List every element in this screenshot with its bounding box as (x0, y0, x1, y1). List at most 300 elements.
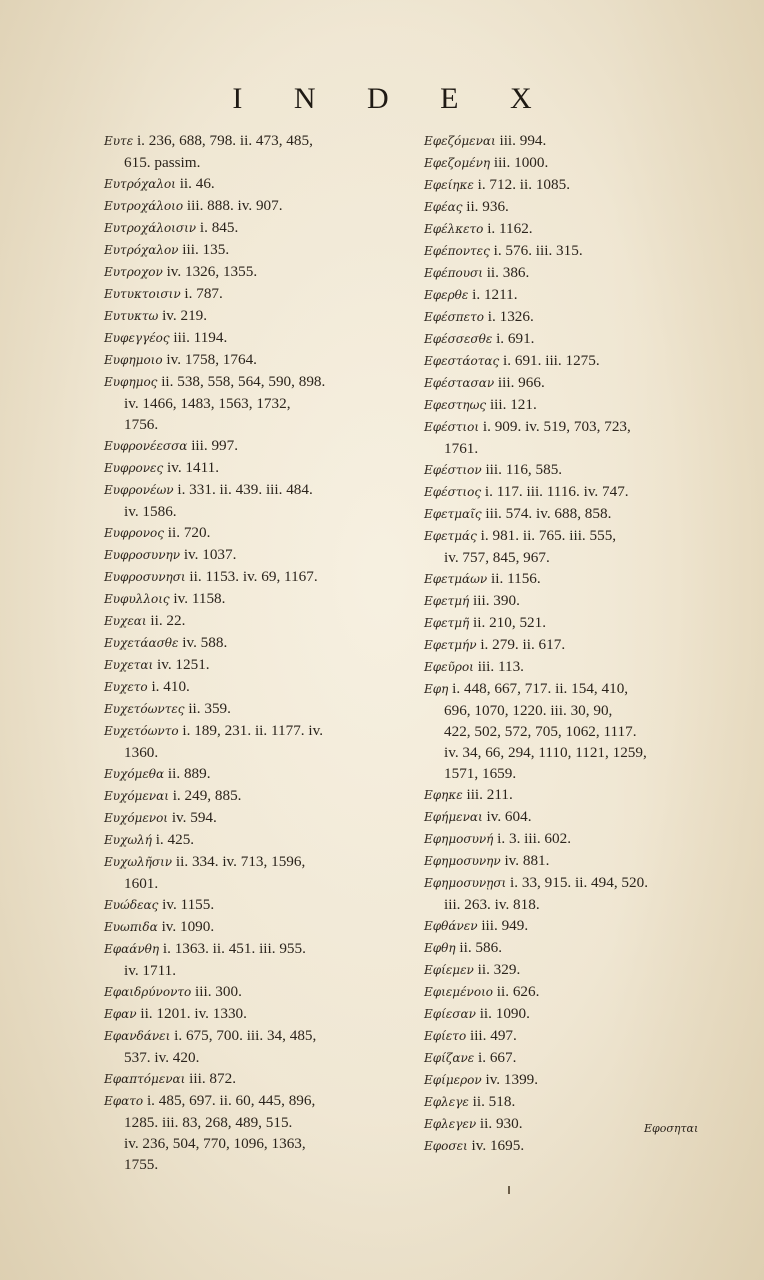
entry-headword: Εφέστιος (424, 485, 482, 499)
entry-references: i. 236, 688, 798. ii. 473, 485, (136, 132, 313, 149)
index-entry (424, 850, 724, 872)
page-title: I N D E X (232, 82, 554, 115)
entry-references: i. 667. (478, 1049, 517, 1066)
entry-references: i. 485, 697. ii. 60, 445, 896, (146, 1092, 316, 1109)
entry-line (424, 656, 724, 678)
index-entry (104, 676, 416, 698)
entry-headword: Εφεῦροι (424, 660, 474, 674)
entry-references: iv. 1695. (471, 1137, 525, 1154)
index-entry (104, 938, 416, 981)
index-entry (424, 678, 724, 784)
entry-line (104, 610, 416, 632)
index-entry (104, 916, 416, 938)
entry-references: iii. 872. (189, 1070, 236, 1087)
entry-references: 422, 502, 572, 705, 1062, 1117. (444, 723, 637, 740)
entry-continuation (104, 393, 416, 414)
entry-references: iii. 1194. (173, 329, 228, 346)
entry-references: i. 1326. (487, 308, 534, 325)
index-entry (424, 284, 724, 306)
entry-headword: Ευχόμεναι (104, 789, 169, 803)
entry-continuation (424, 438, 724, 459)
entry-references: iv. 1711. (124, 962, 177, 979)
entry-line (104, 981, 416, 1003)
entry-continuation (104, 1154, 416, 1175)
index-entry (104, 894, 416, 916)
entry-references: i. 845. (199, 219, 239, 236)
index-entry (424, 262, 724, 284)
index-entry (104, 479, 416, 522)
entry-line (424, 240, 724, 262)
entry-headword: Εφλεγε (424, 1095, 469, 1109)
entry-line (424, 850, 724, 872)
index-entry (424, 959, 724, 981)
entry-headword: Εφαπτόμεναι (104, 1072, 186, 1086)
entry-continuation (424, 763, 724, 784)
entry-references: i. 909. iv. 519, 703, 723, (482, 418, 631, 435)
entry-references: iv. 1399. (485, 1071, 539, 1088)
entry-headword: Ευώδεας (104, 898, 159, 912)
entry-references: ii. 334. iv. 713, 1596, (175, 853, 306, 870)
entry-references: iv. 881. (504, 852, 550, 869)
entry-headword: Εφεστάοτας (424, 354, 500, 368)
entry-headword: Εφίμερον (424, 1073, 482, 1087)
index-entry (424, 481, 724, 503)
entry-headword: Εφη (424, 682, 449, 696)
entry-references: ii. 359. (188, 700, 231, 717)
index-entry (424, 828, 724, 850)
entry-references: 696, 1070, 1220. iii. 30, 90, (444, 702, 613, 719)
entry-references: ii. 936. (466, 198, 509, 215)
entry-headword: Εφέπουσι (424, 266, 483, 280)
entry-continuation (104, 1047, 416, 1068)
entry-line (104, 916, 416, 938)
entry-continuation (424, 742, 724, 763)
entry-line (104, 698, 416, 720)
entry-line (424, 1135, 724, 1157)
entry-line (104, 720, 416, 742)
entry-references: iv. 757, 845, 967. (444, 549, 550, 566)
entry-line (104, 261, 416, 283)
index-entry (424, 372, 724, 394)
entry-references: iv. 1466, 1483, 1563, 1732, (124, 395, 291, 412)
entry-references: iii. 116, 585. (485, 461, 563, 478)
entry-references: ii. 46. (179, 175, 215, 192)
entry-line (424, 174, 724, 196)
entry-headword: Ευχόμενοι (104, 811, 169, 825)
index-entry (104, 1025, 416, 1068)
entry-headword: Ευτροχάλοιο (104, 199, 184, 213)
index-entry (424, 806, 724, 828)
entry-headword: Εφετμαῖς (424, 507, 482, 521)
entry-line (424, 612, 724, 634)
index-entry (424, 525, 724, 568)
entry-headword: Εφηκε (424, 788, 463, 802)
entry-continuation (104, 960, 416, 981)
entry-headword: Εφέας (424, 200, 463, 214)
entry-line (424, 394, 724, 416)
entry-references: iii. 497. (469, 1027, 517, 1044)
index-entry (424, 416, 724, 459)
entry-references: ii. 586. (459, 939, 502, 956)
entry-headword: Ευχετάασθε (104, 636, 179, 650)
entry-line (104, 1025, 416, 1047)
entry-references: ii. 626. (496, 983, 540, 1000)
entry-line (424, 828, 724, 850)
entry-references: iv. 1155. (162, 896, 215, 913)
entry-line (104, 479, 416, 501)
entry-headword: Ευτε (104, 134, 134, 148)
entry-headword: Ευχωλῆσιν (104, 855, 173, 869)
entry-references: i. 691. (496, 330, 535, 347)
index-entry (104, 807, 416, 829)
entry-headword: Ευχεται (104, 658, 154, 672)
index-entry (104, 261, 416, 283)
entry-headword: Εφίεμεν (424, 963, 474, 977)
entry-line (104, 371, 416, 393)
entry-line (104, 544, 416, 566)
entry-headword: Ευφροσυνην (104, 548, 181, 562)
entry-line (424, 1091, 724, 1113)
entry-headword: Εφθη (424, 941, 456, 955)
entry-headword: Εφλεγεν (424, 1117, 477, 1131)
entry-references: ii. 720. (167, 524, 211, 541)
entry-references: iv. 1586. (124, 503, 177, 520)
index-entry (104, 785, 416, 807)
entry-headword: Εφείηκε (424, 178, 474, 192)
entry-headword: Ευφρονέων (104, 483, 174, 497)
entry-references: ii. 930. (479, 1115, 523, 1132)
entry-continuation (424, 547, 724, 568)
catchword: Εφοσηται (644, 1122, 699, 1135)
entry-references: iv. 1326, 1355. (166, 263, 258, 280)
index-entry (424, 937, 724, 959)
entry-line (424, 328, 724, 350)
entry-headword: Ευφημοιο (104, 353, 163, 367)
entry-line (424, 915, 724, 937)
entry-references: 1360. (124, 744, 159, 761)
entry-headword: Ευφεγγέος (104, 331, 170, 345)
entry-references: i. 448, 667, 717. ii. 154, 410, (452, 680, 629, 697)
entry-headword: Ευφυλλοις (104, 592, 170, 606)
index-entry (424, 1135, 724, 1157)
entry-line (104, 829, 416, 851)
entry-line (424, 284, 724, 306)
entry-line (424, 1003, 724, 1025)
entry-headword: Εφέποντες (424, 244, 490, 258)
entry-line (424, 806, 724, 828)
entry-references: iv. 1158. (173, 590, 226, 607)
entry-headword: Ευφρονος (104, 526, 164, 540)
entry-line (104, 676, 416, 698)
index-entry (104, 130, 416, 173)
entry-line (424, 872, 724, 894)
entry-references: i. 279. ii. 617. (480, 636, 566, 653)
entry-references: 1571, 1659. (444, 765, 517, 782)
index-entry (424, 394, 724, 416)
entry-line (424, 218, 724, 240)
index-entry (424, 981, 724, 1003)
entry-line (424, 481, 724, 503)
entry-line (104, 654, 416, 676)
entry-headword: Ευχωλή (104, 833, 152, 847)
entry-references: ii. 1201. iv. 1330. (140, 1005, 247, 1022)
entry-headword: Εφθάνεν (424, 919, 478, 933)
entry-headword: Εφετμάς (424, 529, 477, 543)
entry-references: iii. 121. (489, 396, 537, 413)
index-entry (104, 632, 416, 654)
index-entry (424, 1069, 724, 1091)
index-entry (104, 217, 416, 239)
index-entry (104, 654, 416, 676)
index-entry (104, 698, 416, 720)
entry-line (424, 262, 724, 284)
entry-line (104, 283, 416, 305)
entry-references: i. 425. (155, 831, 195, 848)
entry-references: i. 712. ii. 1085. (477, 176, 571, 193)
entry-references: iv. 1758, 1764. (166, 351, 257, 368)
entry-references: ii. 1153. iv. 69, 1167. (189, 568, 318, 585)
entry-line (104, 305, 416, 327)
index-entry (104, 349, 416, 371)
entry-line (424, 350, 724, 372)
index-entry (104, 195, 416, 217)
index-entry (104, 173, 416, 195)
entry-line (424, 196, 724, 218)
entry-references: i. 981. ii. 765. iii. 555, (480, 527, 617, 544)
index-entry (104, 829, 416, 851)
entry-headword: Εφανδάνει (104, 1029, 171, 1043)
entry-headword: Ευτυκτοισιν (104, 287, 181, 301)
entry-headword: Εφερθε (424, 288, 469, 302)
entry-references: iii. 390. (473, 592, 520, 609)
entry-headword: Εφέστιοι (424, 420, 480, 434)
index-entry (104, 327, 416, 349)
index-entry (104, 544, 416, 566)
entry-references: iii. 113. (477, 658, 524, 675)
entry-references: 537. iv. 420. (124, 1049, 200, 1066)
entry-continuation (104, 152, 416, 173)
entry-headword: Εφίζανε (424, 1051, 475, 1065)
entry-headword: Εφετμῆ (424, 616, 470, 630)
entry-headword: Ευτυκτω (104, 309, 159, 323)
index-entry (104, 763, 416, 785)
index-entry (424, 240, 724, 262)
index-entry (424, 459, 724, 481)
index-entry (424, 568, 724, 590)
entry-references: iii. 300. (195, 983, 242, 1000)
entry-references: iii. 263. iv. 818. (444, 896, 540, 913)
entry-references: iv. 594. (171, 809, 217, 826)
entry-line (424, 590, 724, 612)
entry-line (424, 568, 724, 590)
entry-references: iv. 219. (162, 307, 208, 324)
entry-references: i. 675, 700. iii. 34, 485, (174, 1027, 317, 1044)
entry-references: iii. 888. iv. 907. (186, 197, 283, 214)
entry-line (424, 306, 724, 328)
entry-continuation (104, 742, 416, 763)
entry-line (424, 372, 724, 394)
entry-references: i. 117. iii. 1116. iv. 747. (484, 483, 629, 500)
entry-headword: Εφήμεναι (424, 810, 483, 824)
entry-continuation (104, 873, 416, 894)
entry-references: iii. 574. iv. 688, 858. (485, 505, 612, 522)
entry-line (104, 785, 416, 807)
entry-line (424, 937, 724, 959)
index-entry (424, 612, 724, 634)
entry-line (104, 1003, 416, 1025)
entry-headword: Εφοσει (424, 1139, 468, 1153)
entry-headword: Εφέστασαν (424, 376, 495, 390)
entry-line (424, 634, 724, 656)
index-entry (424, 350, 724, 372)
entry-references: 1755. (124, 1156, 159, 1173)
entry-headword: Εφαν (104, 1007, 137, 1021)
index-entry (104, 588, 416, 610)
index-entry (424, 915, 724, 937)
entry-references: ii. 22. (150, 612, 186, 629)
entry-headword: Ευτρόχαλον (104, 243, 179, 257)
entry-references: i. 33, 915. ii. 494, 520. (510, 874, 649, 891)
entry-line (104, 217, 416, 239)
entry-line (104, 588, 416, 610)
entry-references: iv. 1411. (167, 459, 220, 476)
entry-line (104, 632, 416, 654)
entry-line (424, 784, 724, 806)
entry-references: i. 331. ii. 439. iii. 484. (177, 481, 313, 498)
entry-references: i. 1211. (472, 286, 518, 303)
entry-line (104, 938, 416, 960)
entry-line (424, 459, 724, 481)
entry-headword: Εφημοσυνή (424, 832, 494, 846)
entry-references: iv. 1251. (157, 656, 210, 673)
entry-line (104, 566, 416, 588)
entry-line (104, 195, 416, 217)
entry-line (424, 1069, 724, 1091)
entry-line (104, 1068, 416, 1090)
index-column-right (424, 130, 724, 1157)
entry-line (424, 678, 724, 700)
index-entry (424, 1047, 724, 1069)
entry-references: ii. 1156. (491, 570, 541, 587)
entry-references: 1756. (124, 416, 159, 433)
entry-line (104, 349, 416, 371)
entry-line (104, 239, 416, 261)
index-entry (424, 656, 724, 678)
entry-line (104, 522, 416, 544)
entry-continuation (104, 501, 416, 522)
entry-references: ii. 329. (477, 961, 521, 978)
index-entry (104, 1003, 416, 1025)
entry-headword: Εφιεμένοιο (424, 985, 493, 999)
entry-line (104, 435, 416, 457)
entry-headword: Εφαιδρύνοντο (104, 985, 192, 999)
entry-line (104, 807, 416, 829)
index-entry (104, 851, 416, 894)
entry-headword: Εφημοσυνην (424, 854, 501, 868)
entry-references: i. 787. (184, 285, 223, 302)
index-entry (424, 634, 724, 656)
index-entry (104, 981, 416, 1003)
entry-references: iii. 994. (499, 132, 547, 149)
entry-references: ii. 518. (472, 1093, 516, 1110)
entry-references: iii. 966. (497, 374, 545, 391)
entry-headword: Ευχόμεθα (104, 767, 165, 781)
index-entry (104, 457, 416, 479)
entry-headword: Ευφημος (104, 375, 158, 389)
entry-line (424, 525, 724, 547)
entry-references: 615. passim. (124, 154, 201, 171)
entry-line (424, 416, 724, 438)
entry-references: iii. 997. (191, 437, 239, 454)
entry-line (104, 327, 416, 349)
index-entry (424, 174, 724, 196)
entry-continuation (104, 1133, 416, 1154)
entry-line (424, 959, 724, 981)
entry-headword: Εφέσσεσθε (424, 332, 493, 346)
index-entry (104, 283, 416, 305)
entry-references: i. 410. (151, 678, 190, 695)
entry-line (104, 457, 416, 479)
entry-headword: Ευχετόωντο (104, 724, 179, 738)
index-entry (104, 610, 416, 632)
entry-references: iii. 1000. (493, 154, 549, 171)
entry-headword: Ευχετο (104, 680, 148, 694)
index-entry (104, 566, 416, 588)
index-entry (104, 435, 416, 457)
entry-line (104, 851, 416, 873)
entry-headword: Εφεζομένη (424, 156, 491, 170)
entry-headword: Εφετμή (424, 594, 470, 608)
index-entry (424, 196, 724, 218)
index-entry (424, 218, 724, 240)
index-entry (104, 1090, 416, 1175)
index-entry (424, 152, 724, 174)
entry-references: 1761. (444, 440, 479, 457)
index-entry (424, 1025, 724, 1047)
entry-headword: Ευτρόχαλοι (104, 177, 176, 191)
index-entry (424, 872, 724, 915)
entry-continuation (104, 414, 416, 435)
entry-references: iv. 1090. (161, 918, 215, 935)
entry-headword: Ευφρονες (104, 461, 164, 475)
entry-continuation (424, 700, 724, 721)
page-mark (508, 1186, 510, 1194)
entry-line (424, 503, 724, 525)
entry-references: 1601. (124, 875, 159, 892)
entry-references: iii. 949. (481, 917, 529, 934)
entry-line (424, 1025, 724, 1047)
entry-headword: Εφετμάων (424, 572, 488, 586)
entry-continuation (424, 894, 724, 915)
entry-line (424, 130, 724, 152)
entry-headword: Εφέστιον (424, 463, 482, 477)
entry-headword: Εφίετο (424, 1029, 467, 1043)
entry-line (104, 1090, 416, 1112)
entry-line (104, 130, 416, 152)
entry-headword: Ευφροσυνησι (104, 570, 186, 584)
entry-references: iv. 236, 504, 770, 1096, 1363, (124, 1135, 306, 1152)
entry-references: ii. 210, 521. (473, 614, 547, 631)
index-entry (104, 720, 416, 763)
entry-references: ii. 538, 558, 564, 590, 898. (161, 373, 326, 390)
index-entry (104, 305, 416, 327)
entry-line (104, 763, 416, 785)
index-entry (424, 130, 724, 152)
entry-headword: Εφαάνθη (104, 942, 160, 956)
index-entry (424, 306, 724, 328)
entry-references: i. 1363. ii. 451. iii. 955. (162, 940, 306, 957)
entry-headword: Εφεστηως (424, 398, 487, 412)
